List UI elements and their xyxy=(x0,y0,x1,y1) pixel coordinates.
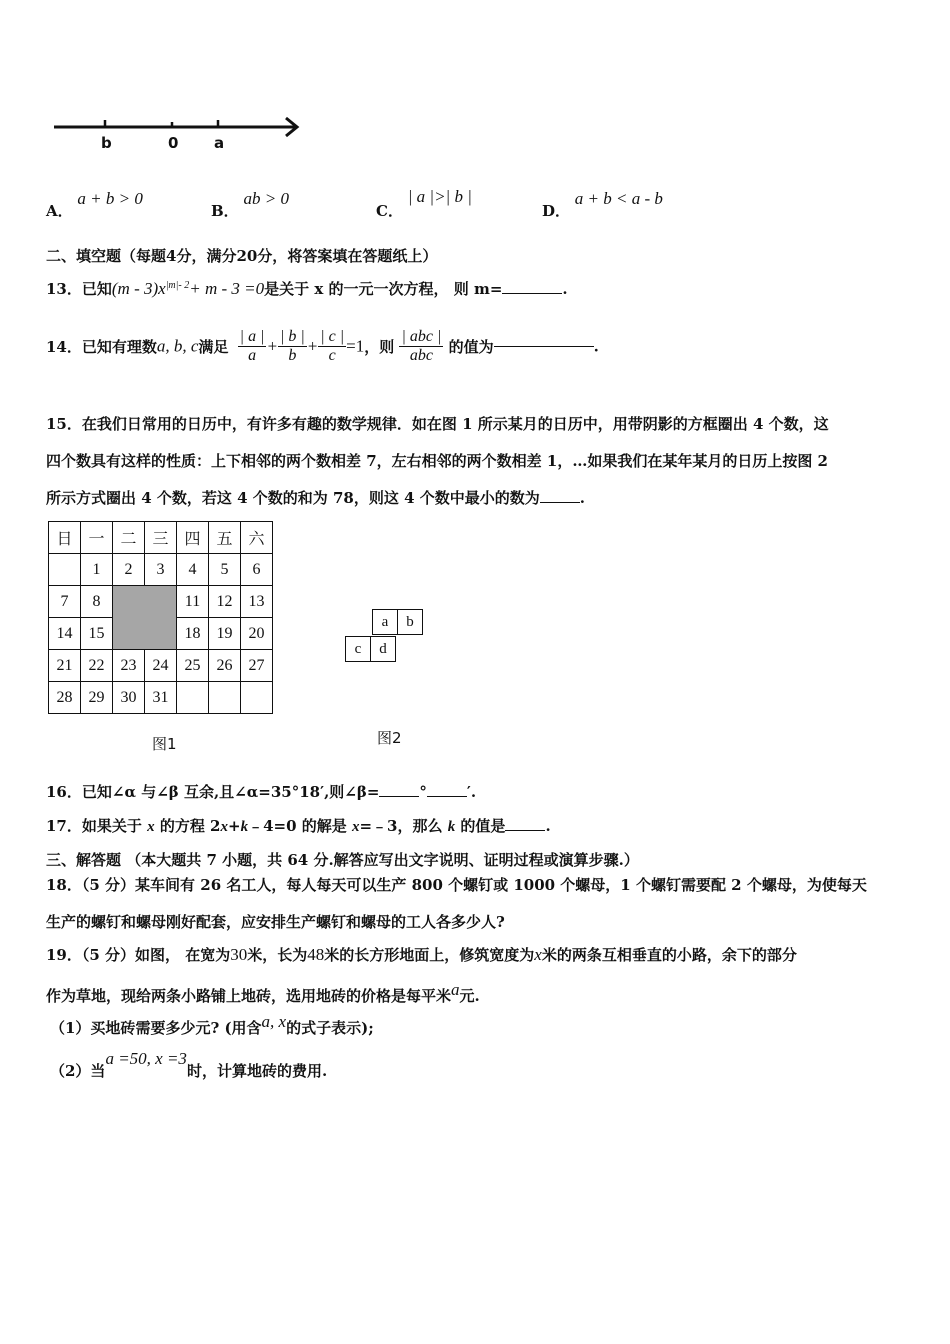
calendar-cell: 5 xyxy=(209,554,241,586)
option-b-expr: ab > 0 xyxy=(243,189,289,208)
q14-end: . xyxy=(593,337,599,356)
calendar-cell: 13 xyxy=(241,586,273,618)
q17-answer-blank[interactable] xyxy=(505,830,545,831)
calendar-header-cell: 三 xyxy=(145,522,177,554)
q19-sub1a: （1）买地砖需要多少元? (用含 xyxy=(50,1019,262,1037)
label-b: b xyxy=(101,134,112,152)
option-c-expr: | a |>| b | xyxy=(407,187,472,206)
number-line xyxy=(50,112,310,157)
calendar-cell xyxy=(241,682,273,714)
q16-text: 16．已知∠α 与∠β 互余,且∠α=35°18′,则∠β= xyxy=(46,783,380,801)
q17-p3: + xyxy=(228,817,241,835)
figure-2-top-row xyxy=(373,610,423,635)
calendar-row xyxy=(49,554,273,586)
q16-min: ′. xyxy=(466,783,477,801)
q13-answer-blank[interactable] xyxy=(502,293,562,294)
q15-answer-blank[interactable] xyxy=(540,502,580,503)
figure-2-cell-c: c xyxy=(346,637,371,662)
q17-p1: 17．如果关于 xyxy=(46,817,148,835)
q14-mid: 满足 xyxy=(198,338,229,356)
q14-frac-abc-num: | abc | xyxy=(401,328,442,345)
q14-frac-b-den: b xyxy=(288,347,297,364)
q19-l2a: 作为草地，现给两条小路铺上地砖，选用地砖的价格是每平米 xyxy=(46,987,452,1005)
calendar-cell: 31 xyxy=(145,682,177,714)
q17-p2: 的方程 2 xyxy=(154,817,221,835)
option-c-letter: C． xyxy=(376,202,403,220)
section3-note: （本大题共 7 小题，共 64 分.解答应写出文字说明、证明过程或演算步骤.） xyxy=(126,851,639,869)
q17-var-x: x xyxy=(351,819,360,835)
q14-frac-c-den: c xyxy=(328,347,336,364)
q14-frac-abc xyxy=(399,328,443,365)
q19-var-a: a xyxy=(451,980,460,999)
calendar-cell: 8 xyxy=(81,586,113,618)
q14-plus-2: + xyxy=(306,336,319,356)
q13-suffix: 是关于 x 的一元一次方程， 则 m= xyxy=(264,280,503,298)
q14-frac-c xyxy=(318,328,346,365)
calendar-header-cell: 日 xyxy=(49,522,81,554)
q19-length: 48 xyxy=(307,945,325,964)
q19-sub1-vars: a, x xyxy=(261,1012,287,1031)
q18-line-2: 生产的螺钉和螺母刚好配套，应安排生产螺钉和螺母的工人各多少人? xyxy=(46,913,505,931)
q19-line-1 xyxy=(46,944,797,965)
calendar-row xyxy=(49,586,273,618)
q19-l1c: 米的长方形地面上，修筑宽度为 xyxy=(324,946,535,964)
calendar-cell: 6 xyxy=(241,554,273,586)
q19-sub2b: 时，计算地砖的费用. xyxy=(186,1062,328,1080)
q14-frac-b xyxy=(278,328,307,365)
q19-sub2a: （2）当 xyxy=(50,1062,106,1080)
calendar-cell: 3 xyxy=(145,554,177,586)
calendar-row xyxy=(49,650,273,682)
q17-p6: 的值是 xyxy=(455,817,506,835)
calendar-cell: 14 xyxy=(49,618,81,650)
q18-line-1: 18．（5 分）某车间有 26 名工人，每人每天可以生产 800 个螺钉或 1000 个螺母，1 个螺钉需要配 2 个螺母，为使每天 xyxy=(46,876,867,894)
calendar-cell: 2 xyxy=(113,554,145,586)
q14-answer-blank[interactable] xyxy=(494,346,594,347)
figure-2-top xyxy=(372,609,423,635)
q19-width: 30 xyxy=(230,945,248,964)
q13-prefix: 13．已知 xyxy=(46,280,112,298)
option-d-expr: a + b < a - b xyxy=(574,189,663,208)
section3-title: 三、解答题 xyxy=(46,851,122,869)
section2-title: 二、填空题（每题4分，满分20分，将答案填在答题纸上） xyxy=(46,247,438,265)
q14-frac-abc-den: abc xyxy=(409,347,433,364)
q13-expr: (m - 3)x xyxy=(111,279,166,298)
q17-var-k: k xyxy=(447,819,456,835)
question-14 xyxy=(46,328,599,365)
q13-expr-tail: + m - 3 =0 xyxy=(189,279,265,298)
option-a xyxy=(46,188,143,220)
q19-var-x: x xyxy=(534,945,542,964)
q15-line-3 xyxy=(46,487,585,508)
calendar-cell: 25 xyxy=(177,650,209,682)
option-b xyxy=(211,188,289,220)
figure-2-bottom xyxy=(345,636,396,662)
figure-2-bottom-row xyxy=(346,637,396,662)
calendar-cell: 19 xyxy=(209,618,241,650)
label-a: a xyxy=(214,134,225,152)
calendar-header-cell: 六 xyxy=(241,522,273,554)
q17-p5: =﹣3，那么 xyxy=(359,817,448,835)
section3-heading xyxy=(46,849,639,870)
calendar-header-row xyxy=(49,522,273,554)
figure-2-cell-d: d xyxy=(371,637,396,662)
q16-deg: ° xyxy=(419,783,427,801)
option-b-letter: B． xyxy=(211,202,239,220)
q14-frac-a-den: a xyxy=(248,347,257,364)
q15-line-1: 15．在我们日常用的日历中，有许多有趣的数学规律．如在图 1 所示某月的日历中，用带阴影的方框圈出 4 个数，这 xyxy=(46,415,829,433)
q19-l1a: 19．（5 分）如图， 在宽为 xyxy=(46,946,231,964)
q15-line-3-text: 所示方式圈出 4 个数，若这 4 个数的和为 78，则这 4 个数中最小的数为 xyxy=(46,489,540,507)
option-d xyxy=(542,188,663,220)
calendar-shaded-box xyxy=(113,586,177,650)
q14-frac-b-num: | b | xyxy=(279,328,305,345)
q17-var-x: x xyxy=(220,819,228,835)
calendar-cell: 11 xyxy=(177,586,209,618)
calendar-cell: 1 xyxy=(81,554,113,586)
q19-sub-2 xyxy=(50,1048,328,1080)
calendar-cell: 23 xyxy=(113,650,145,682)
figure-2-cell-b: b xyxy=(398,610,423,635)
q15-line-2: 四个数具有这样的性质：上下相邻的两个数相差 7，左右相邻的两个数相差 1，…如果我们在某年某月的日历上按图 2 xyxy=(46,452,828,470)
figure-2-cell-a: a xyxy=(373,610,398,635)
figure-2-caption: 图2 xyxy=(377,729,402,747)
calendar-header-cell: 一 xyxy=(81,522,113,554)
calendar-cell xyxy=(209,682,241,714)
q14-eq: =1 xyxy=(346,336,365,356)
calendar-header-cell: 二 xyxy=(113,522,145,554)
calendar-cell: 29 xyxy=(81,682,113,714)
q19-l1b: 米，长为 xyxy=(247,946,308,964)
q19-sub1b: 的式子表示); xyxy=(286,1019,374,1037)
calendar-header-cell: 四 xyxy=(177,522,209,554)
q14-prefix: 14．已知有理数 xyxy=(46,338,157,356)
option-a-letter: A． xyxy=(46,202,73,220)
question-16 xyxy=(46,781,476,802)
calendar-cell: 18 xyxy=(177,618,209,650)
calendar-cell: 15 xyxy=(81,618,113,650)
q19-l1d: 米的两条互相垂直的小路，余下的部分 xyxy=(541,946,797,964)
calendar-cell: 20 xyxy=(241,618,273,650)
calendar-cell: 26 xyxy=(209,650,241,682)
q14-then: ，则 xyxy=(364,338,395,356)
q19-sub-1 xyxy=(50,1012,374,1038)
q14-frac-a xyxy=(238,328,267,365)
option-a-expr: a + b > 0 xyxy=(77,189,143,208)
q16-degree-blank[interactable] xyxy=(379,796,419,797)
q14-frac-a-num: | a | xyxy=(239,328,265,345)
q14-plus-1: + xyxy=(266,336,278,356)
q16-minute-blank[interactable] xyxy=(427,796,467,797)
calendar-figure-1 xyxy=(48,521,273,714)
q14-frac-c-num: | c | xyxy=(320,328,345,345)
calendar-row xyxy=(49,682,273,714)
q15-end: . xyxy=(579,489,585,507)
q14-vars: a, b, c xyxy=(156,336,199,356)
calendar-cell: 28 xyxy=(49,682,81,714)
calendar-cell xyxy=(49,554,81,586)
calendar-cell: 4 xyxy=(177,554,209,586)
question-17 xyxy=(46,815,551,836)
calendar-cell xyxy=(177,682,209,714)
calendar-cell: 24 xyxy=(145,650,177,682)
calendar-header-cell: 五 xyxy=(209,522,241,554)
q13-end: . xyxy=(562,280,568,298)
q17-end: . xyxy=(545,817,551,835)
q17-var-k: k xyxy=(240,819,249,835)
calendar-cell: 27 xyxy=(241,650,273,682)
q19-sub2-expr: a =50, x =3 xyxy=(105,1049,187,1068)
calendar-cell: 7 xyxy=(49,586,81,618)
q13-exponent: |m|- 2 xyxy=(165,280,190,291)
option-d-letter: D． xyxy=(542,202,571,220)
q14-suffix: 的值为 xyxy=(448,338,494,356)
q17-var-x: x xyxy=(147,819,155,835)
calendar-cell: 21 xyxy=(49,650,81,682)
label-0: 0 xyxy=(168,134,179,152)
calendar-cell: 30 xyxy=(113,682,145,714)
q19-l2b: 元. xyxy=(459,987,480,1005)
calendar-cell: 22 xyxy=(81,650,113,682)
option-c xyxy=(376,186,472,220)
q17-p4: ﹣4=0 的解是 xyxy=(248,817,352,835)
figure-1-caption: 图1 xyxy=(152,735,177,753)
calendar-cell: 12 xyxy=(209,586,241,618)
question-13 xyxy=(46,278,568,299)
q19-line-2 xyxy=(46,980,480,1006)
